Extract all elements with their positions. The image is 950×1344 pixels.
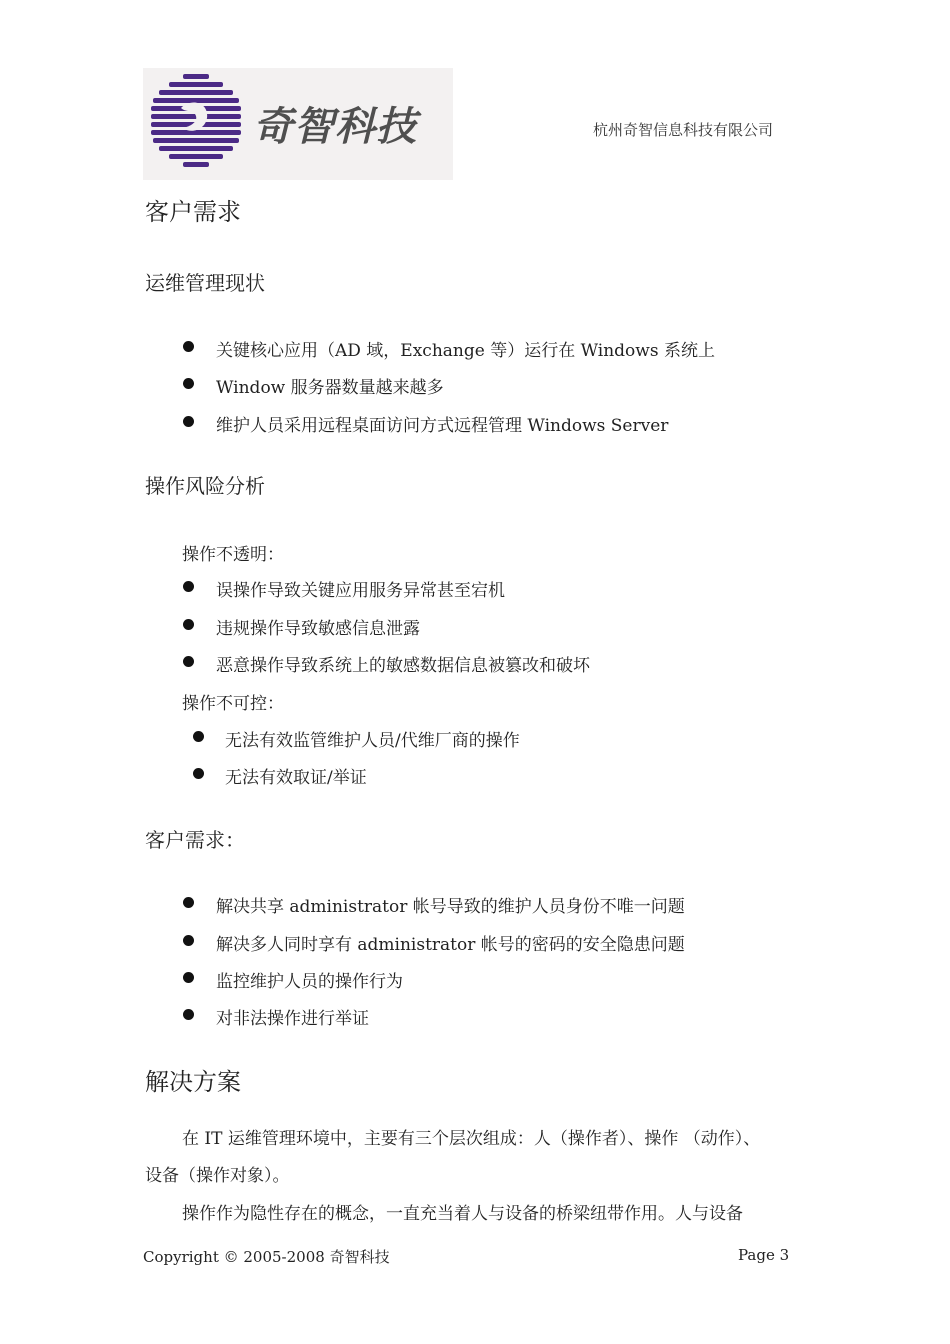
subsection-title-risk: 操作风险分析	[145, 474, 265, 498]
bullet-icon	[183, 897, 194, 908]
list-item: 监控维护人员的操作行为	[216, 972, 403, 992]
paragraph-line: 设备（操作对象）。	[145, 1166, 290, 1186]
paragraph-line: 在 IT 运维管理环境中，主要有三个层次组成：人（操作者）、操作 （动作）、	[182, 1129, 761, 1149]
subsection-title-status: 运维管理现状	[145, 271, 265, 295]
footer-page-number: Page 3	[738, 1246, 790, 1264]
paragraph-line: 操作作为隐性存在的概念，一直充当着人与设备的桥梁纽带作用。人与设备	[182, 1204, 743, 1224]
logo-emblem-icon	[143, 68, 253, 180]
list-item: 违规操作导致敏感信息泄露	[216, 619, 420, 639]
bullet-icon	[183, 619, 194, 630]
risk-label-opaque: 操作不透明：	[182, 545, 284, 565]
bullet-icon	[183, 935, 194, 946]
company-logo	[143, 68, 453, 180]
list-item: 无法有效取证/举证	[225, 768, 367, 788]
list-item: 解决共享 administrator 帐号导致的维护人员身份不唯一问题	[216, 897, 685, 917]
bullet-icon	[183, 378, 194, 389]
footer-copyright: Copyright © 2005-2008 奇智科技	[143, 1248, 390, 1266]
section-title-solution: 解决方案	[145, 1068, 241, 1096]
bullet-icon	[183, 972, 194, 983]
bullet-icon	[183, 581, 194, 592]
list-item: Window 服务器数量越来越多	[216, 378, 444, 398]
list-item: 解决多人同时享有 administrator 帐号的密码的安全隐患问题	[216, 935, 685, 955]
section-title-requirements: 客户需求	[145, 198, 241, 226]
logo-text: 奇智科技	[253, 104, 417, 150]
list-item: 对非法操作进行举证	[216, 1009, 369, 1029]
list-item: 无法有效监管维护人员/代维厂商的操作	[225, 731, 520, 751]
list-item: 维护人员采用远程桌面访问方式远程管理 Windows Server	[216, 416, 669, 436]
bullet-icon	[183, 416, 194, 427]
bullet-icon	[183, 1009, 194, 1020]
bullet-icon	[193, 768, 204, 779]
list-item: 误操作导致关键应用服务异常甚至宕机	[216, 581, 505, 601]
list-item: 关键核心应用（AD 域，Exchange 等）运行在 Windows 系统上	[216, 341, 715, 361]
risk-label-uncontrollable: 操作不可控：	[182, 694, 284, 714]
bullet-icon	[183, 341, 194, 352]
list-item: 恶意操作导致系统上的敏感数据信息被篡改和破坏	[216, 656, 590, 676]
bullet-icon	[193, 731, 204, 742]
company-name: 杭州奇智信息科技有限公司	[593, 121, 774, 139]
subsection-title-needs: 客户需求：	[145, 828, 245, 852]
bullet-icon	[183, 656, 194, 667]
